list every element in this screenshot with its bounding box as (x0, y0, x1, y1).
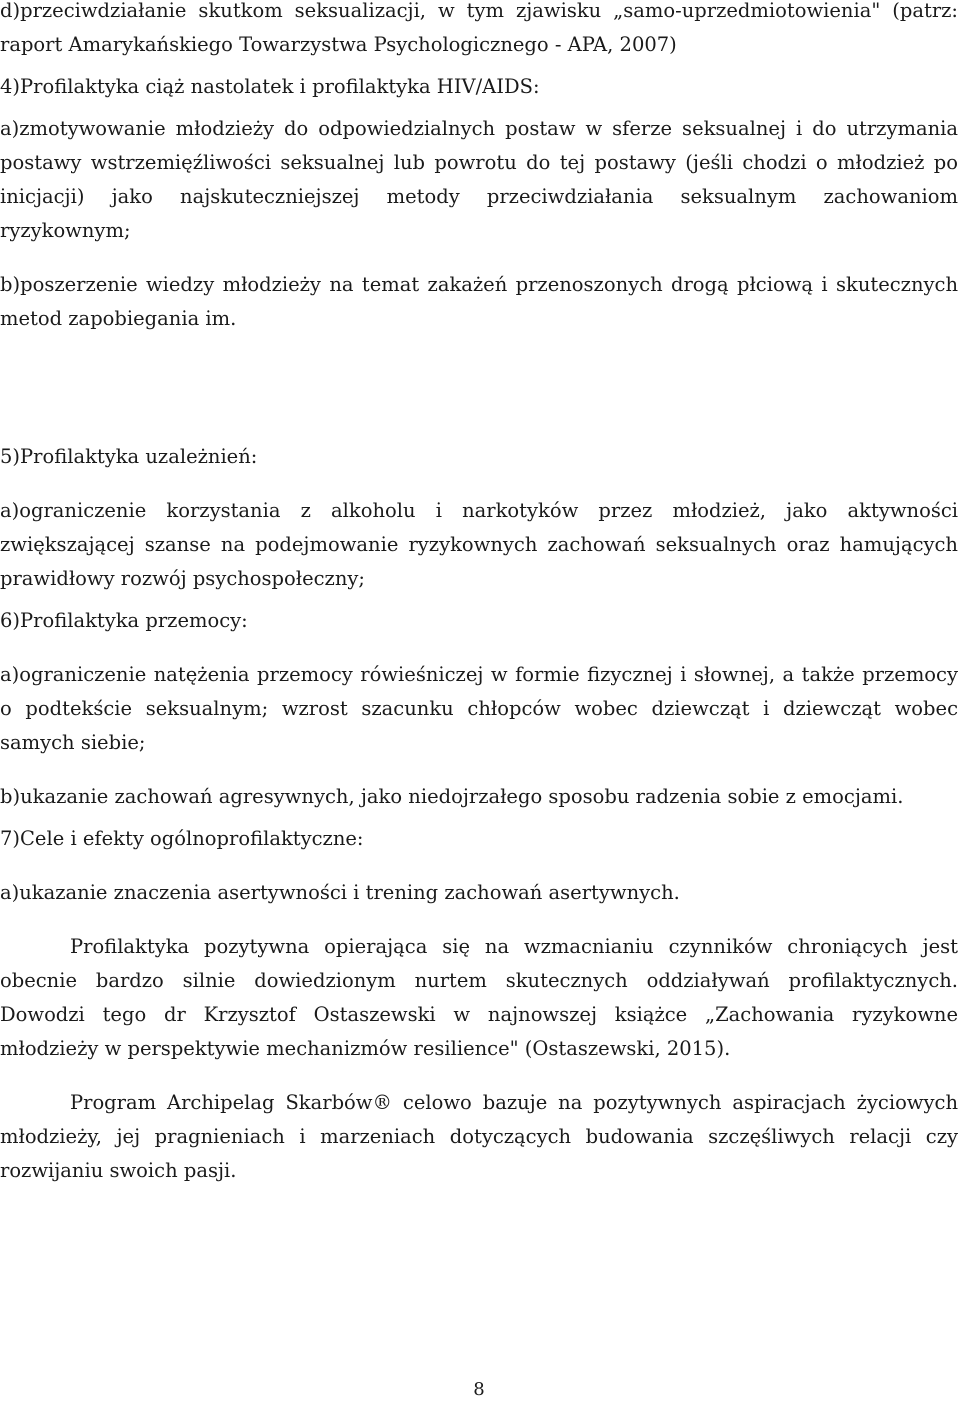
heading-violence-prevention: 6)Profilaktyka przemocy: (0, 609, 248, 632)
paragraph-aggressive-behaviour: b)ukazanie zachowań agresywnych, jako niedojrzałego sposobu radzenia sobie z emocjami. (0, 785, 904, 808)
paragraph-sti-knowledge: b)poszerzenie wiedzy młodzieży na temat zakażeń przenoszonych drogą płciową i skutecznych metod zapobiegania im. (0, 273, 958, 330)
paragraph-motivation: a)zmotywowanie młodzieży do odpowiedzialnych postaw w sferze seksualnej i do utrzymania postawy wstrzemięźliwości seksualnej lub powrotu do tej postawy (jeśli chodzi o młodzież po inicjacji) jako najskuteczniejszej metody przeciwdziałania seksualnym zachowaniom ryzykownym; (0, 117, 958, 242)
page-number: 8 (473, 1379, 485, 1400)
paragraph-peer-violence: a)ograniczenie natężenia przemocy rówieśniczej w formie fizycznej i słownej, a także przemocy o podtekście seksualnym; wzrost szacunku chłopców wobec dziewcząt i dziewcząt wobec samych siebie; (0, 663, 958, 754)
heading-addiction-prevention: 5)Profilaktyka uzależnień: (0, 445, 258, 468)
paragraph-positive-prevention: Profilaktyka pozytywna opierająca się na wzmacnianiu czynników chroniących jest obecnie bardzo silnie dowiedzionym nurtem skutecznych oddziaływań profilaktycznych. Dowodzi tego dr Krzysztof Ostaszewski w najnowszej książce „Zachowania ryzykowne młodzieży w perspektywie mechanizmów resilience" (Ostaszewski, 2015). (0, 935, 958, 1060)
heading-general-goals: 7)Cele i efekty ogólnoprofilaktyczne: (0, 827, 364, 850)
heading-teen-pregnancy-hiv: 4)Profilaktyka ciąż nastolatek i profilaktyka HIV/AIDS: (0, 75, 540, 98)
paragraph-alcohol-drugs: a)ograniczenie korzystania z alkoholu i narkotyków przez młodzież, jako aktywności zwiększającej szanse na podejmowanie ryzykownych zachowań seksualnych oraz hamujących prawidłowy rozwój psychospołeczny; (0, 499, 958, 590)
paragraph-program: Program Archipelag Skarbów® celowo bazuje na pozytywnych aspiracjach życiowych młodzieży, jej pragnieniach i marzeniach dotyczących budowania szczęśliwych relacji czy rozwijaniu swoich pasji. (0, 1091, 958, 1182)
paragraph-sexualization: d)przeciwdziałanie skutkom seksualizacji, w tym zjawisku „samo-uprzedmiotowienia" (patrz: raport Amarykańskiego Towarzystwa Psychologicznego - APA, 2007) (0, 0, 958, 56)
paragraph-assertiveness: a)ukazanie znaczenia asertywności i trening zachowań asertywnych. (0, 881, 680, 904)
